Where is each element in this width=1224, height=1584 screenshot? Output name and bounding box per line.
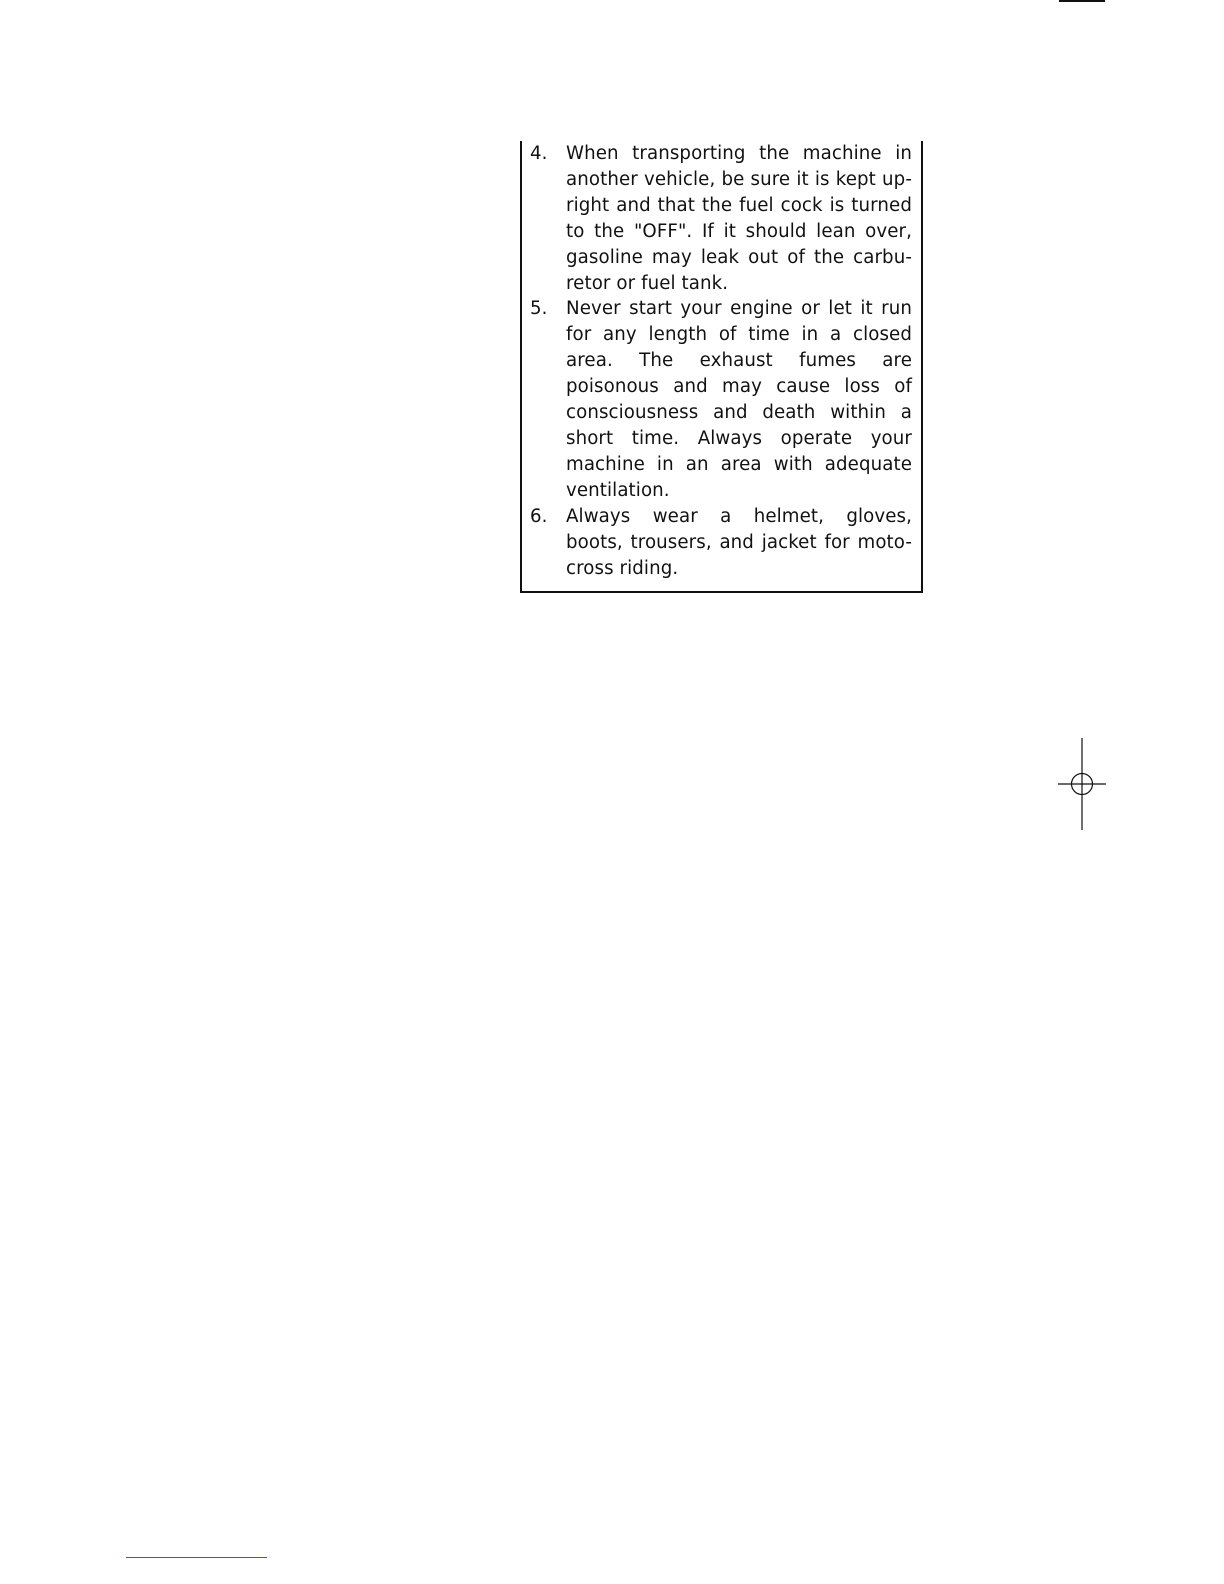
item-text-line: retor or fuel tank. [566, 272, 729, 294]
top-page-rule [1059, 0, 1105, 2]
item-text-line: boots, trousers, and jacket for moto- [566, 531, 912, 553]
warning-box [520, 141, 923, 593]
registration-mark-icon [1058, 738, 1106, 830]
item-text-line: Never start your engine or let it run [566, 298, 912, 320]
warning-item-6 [530, 504, 912, 582]
item-text-line: cross riding. [566, 557, 679, 579]
item-text-line: short time. Always operate your [566, 427, 912, 449]
warning-item-4 [530, 141, 912, 296]
item-text-line: poisonous and may cause loss of [566, 376, 912, 398]
item-text-line: When transporting the machine in [566, 143, 912, 164]
item-number: 5. [530, 298, 548, 320]
item-number: 4. [530, 143, 548, 164]
warning-list [530, 141, 912, 581]
item-text-line: machine in an area with adequate [566, 453, 912, 475]
item-text-line: Always wear a helmet, gloves, [566, 505, 912, 527]
item-text-line: right and that the fuel cock is turned [566, 194, 912, 216]
item-number: 6. [530, 505, 548, 527]
warning-item-5 [530, 296, 912, 503]
bottom-page-rule [126, 1557, 267, 1558]
item-text-line: for any length of time in a closed [566, 324, 912, 346]
item-text-line: gasoline may leak out of the carbu- [566, 246, 912, 268]
item-text-line: ventilation. [566, 479, 670, 501]
item-text-line: another vehicle, be sure it is kept up- [566, 168, 912, 190]
item-text-line: to the "OFF". If it should lean over, [566, 220, 912, 242]
item-text-line: consciousness and death within a [566, 402, 912, 424]
item-text-line: area. The exhaust fumes are [566, 350, 912, 372]
